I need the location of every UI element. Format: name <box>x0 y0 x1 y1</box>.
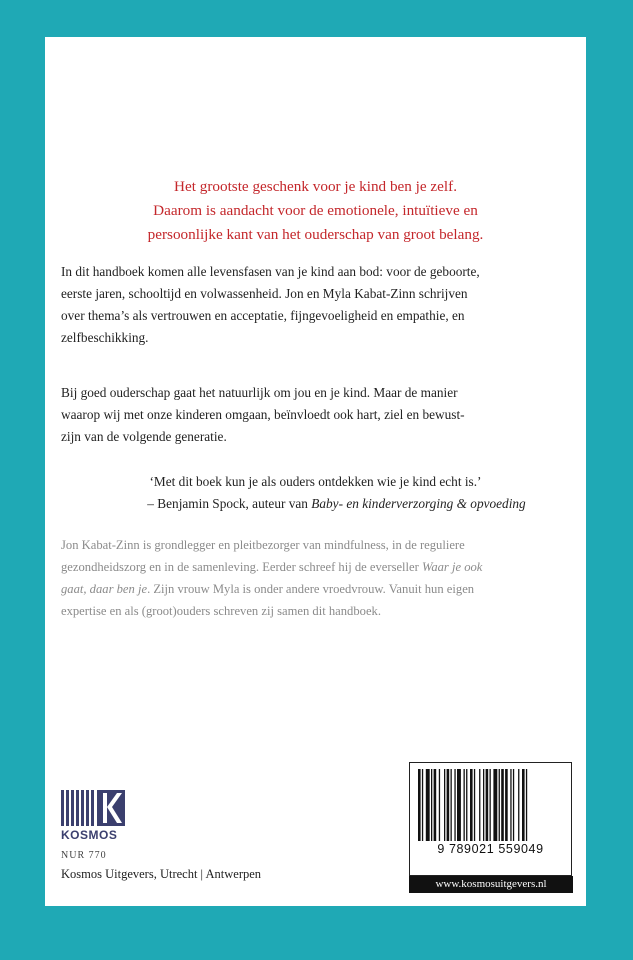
about-text: . Zijn vrouw Myla is onder andere vroedvrouw. Vanuit hun eigen <box>147 582 475 596</box>
isbn-barcode <box>409 762 572 876</box>
description-paragraph-2 <box>61 382 571 448</box>
publisher-info: Kosmos Uitgevers, Utrecht | Antwerpen <box>61 867 262 881</box>
about-line: expertise en als (groot)ouders schreven zij samen dit handboek. <box>61 604 381 618</box>
about-line <box>61 578 576 600</box>
barcode-icon <box>418 769 563 841</box>
website-url: www.kosmosuitgevers.nl <box>409 876 573 893</box>
paragraph-line: zijn van de volgende generatie. <box>61 429 227 444</box>
paragraph-line: waarop wij met onze kinderen omgaan, beïnvloedt ook hart, ziel en bewust- <box>61 407 465 422</box>
about-line <box>61 556 576 578</box>
description-paragraph-1 <box>61 261 571 349</box>
paragraph-line: over thema’s als vertrouwen en acceptatie, fijngevoeligheid en empathie, en <box>61 308 465 323</box>
quote-attribution <box>45 493 586 515</box>
lead-line: Daarom is aandacht voor de emotionele, intuïtieve en <box>153 202 478 219</box>
logo-name: KOSMOS <box>61 828 118 842</box>
attribution-prefix: – Benjamin Spock, auteur van <box>147 496 312 511</box>
attribution-book-title: Baby- en kinderverzorging & opvoeding <box>311 496 526 511</box>
about-line: Jon Kabat-Zinn is grondlegger en pleitbezorger van mindfulness, in de reguliere <box>61 538 465 552</box>
endorsement-quote <box>45 471 586 515</box>
about-authors <box>61 534 576 622</box>
book-title: gaat, daar ben je <box>61 582 148 596</box>
kosmos-logo-icon <box>61 790 125 826</box>
paragraph-line: eerste jaren, schooltijd en volwassenheid. Jon en Myla Kabat-Zinn schrijven <box>61 286 468 301</box>
lead-statement <box>45 175 586 247</box>
nur-code: NUR 770 <box>61 850 107 861</box>
paragraph-line: Bij goed ouderschap gaat het natuurlijk om jou en je kind. Maar de manier <box>61 385 458 400</box>
back-cover <box>45 37 586 906</box>
publisher-logo <box>61 790 151 842</box>
isbn-number: 9 789021 559049 <box>437 842 544 856</box>
lead-line: Het grootste geschenk voor je kind ben je zelf. <box>174 178 457 195</box>
lead-line: persoonlijke kant van het ouderschap van groot belang. <box>147 226 484 243</box>
paragraph-line: zelfbeschikking. <box>61 330 149 345</box>
paragraph-line: In dit handboek komen alle levensfasen van je kind aan bod: voor de geboorte, <box>61 264 480 279</box>
about-text: gezondheidszorg en in de samenleving. Eerder schreef hij de everseller <box>61 560 422 574</box>
book-title: Waar je ook <box>422 560 483 574</box>
quote-text: ‘Met dit boek kun je als ouders ontdekken wie je kind echt is.’ <box>149 474 482 489</box>
